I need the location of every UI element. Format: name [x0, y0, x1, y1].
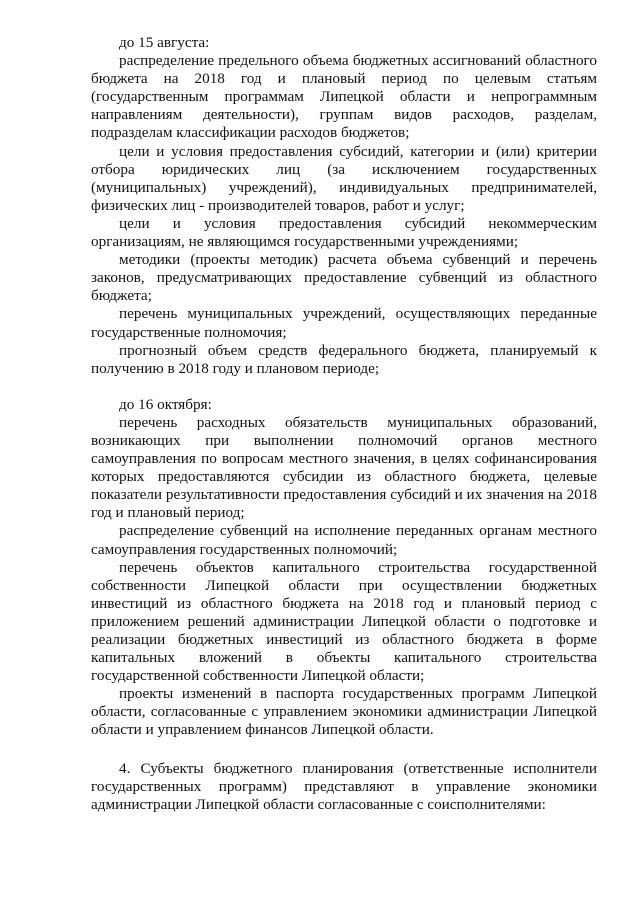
- closing-paragraph: 4. Субъекты бюджетного планирования (ответственные исполнители государственных программ) представляют в управление экономики администрации Липецкой области согласованные с соисполнителями:: [91, 759, 597, 813]
- section-heading-aug: до 15 августа:: [119, 34, 210, 51]
- list-item: цели и условия предоставления субсидий, категории и (или) критерии отбора юридических лиц (за исключением государственных (муниципальных) учреждений), индивидуальных предпринимателей, физических лиц - производителей товаров, работ и услуг;: [91, 142, 597, 214]
- section-spacer: [91, 378, 597, 396]
- list-item: распределение субвенций на исполнение переданных органам местного самоуправления государственных полномочий;: [91, 522, 597, 558]
- list-item: проекты изменений в паспорта государственных программ Липецкой области, согласованные с управлением экономики администрации Липецкой области и управлением финансов Липецкой области.: [91, 685, 597, 739]
- section-spacer: [91, 740, 597, 760]
- list-item: распределение предельного объема бюджетных ассигнований областного бюджета на 2018 год и плановый период по целевым статьям (государственным программам Липецкой области и непрограммным направлениям деятельности), группам видов расходов, разделам, подразделам классификации расходов бюджетов;: [91, 52, 597, 142]
- list-item: цели и условия предоставления субсидий некоммерческим организациям, не являющимся государственными учреждениями;: [91, 214, 597, 251]
- document-page: [91, 34, 597, 814]
- list-item: перечень муниципальных учреждений, осуществляющих переданные государственные полномочия;: [91, 305, 597, 341]
- list-item: перечень расходных обязательств муниципальных образований, возникающих при выполнении полномочий органов местного самоуправления по вопросам местного значения, в целях софинансирования которых предоставляются субсидии из областного бюджета, целевые показатели результативности предоставления субсидий и их значения на 2018 год и плановый период;: [91, 413, 597, 522]
- list-item: методики (проекты методик) расчета объема субвенций и перечень законов, предусматривающих предоставление субвенций из областного бюджета;: [91, 251, 597, 305]
- list-item: перечень объектов капитального строительства государственной собственности Липецкой области при осуществлении бюджетных инвестиций из областного бюджета на 2018 год и плановый период с приложением решений администрации Липецкой области о подготовке и реализации бюджетных инвестиций из областного бюджета в форме капитальных вложений в объекты капитального строительства государственной собственности Липецкой области;: [91, 558, 597, 685]
- list-item: прогнозный объем средств федерального бюджета, планируемый к получению в 2018 году и плановом периоде;: [91, 341, 597, 377]
- section-heading-oct: до 16 октября:: [119, 395, 212, 413]
